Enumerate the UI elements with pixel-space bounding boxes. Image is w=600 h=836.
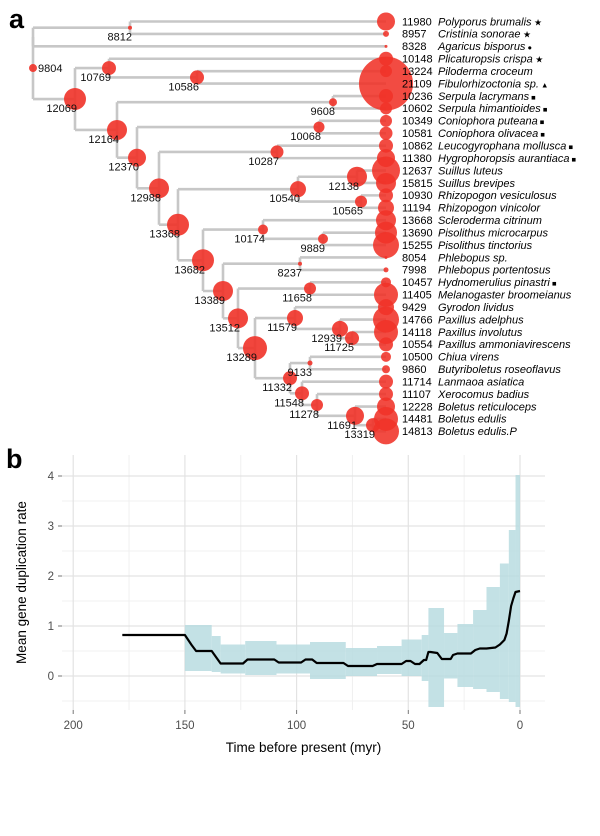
tip-label: 15255 Pisolithus tinctorius (402, 239, 533, 252)
internal-node-label: 12138 (328, 180, 359, 193)
internal-node-label: 8237 (277, 267, 302, 280)
tip-duplication-circle (379, 375, 393, 389)
confidence-band-step (486, 587, 499, 692)
tip-label: 8957 Cristinia sonorae ★ (402, 28, 532, 41)
tip-label: 11405 Melanogaster broomeianus (402, 289, 572, 302)
x-axis-tick-label: 50 (401, 720, 415, 732)
internal-node-label: 10565 (332, 205, 363, 218)
internal-node-label: 12069 (46, 103, 77, 116)
tip-label: 9429 Gyrodon lividus (402, 301, 514, 314)
x-axis-title: Time before present (myr) (225, 740, 382, 755)
tip-duplication-circle (385, 45, 388, 48)
tip-label: 10930 Rhizopogon vesiculosus (402, 190, 557, 203)
tip-duplication-circle (377, 13, 395, 31)
confidence-band-step (444, 633, 457, 679)
internal-node-label: 11725 (324, 342, 354, 355)
internal-node-label: 9608 (310, 106, 335, 119)
tip-label: 10148 Plicaturopsis crispa ★ (402, 53, 544, 66)
internal-node-circle (298, 262, 302, 266)
tip-label: 8328 Agaricus bisporus ● (402, 41, 533, 54)
tip-label: 13690 Pisolithus microcarpus (402, 227, 549, 240)
tip-label: 11380 Hygrophoropsis aurantiaca ■ (402, 152, 577, 165)
tip-duplication-circle (383, 31, 389, 37)
y-axis-tick-label: 1 (47, 621, 54, 633)
internal-node-label: 10287 (248, 155, 279, 168)
confidence-band-step (245, 641, 276, 675)
tip-label: 11194 Rhizopogon vinicolor (402, 202, 541, 215)
y-axis-tick-label: 3 (47, 521, 54, 533)
tip-label: 10581 Coniophora olivacea ■ (402, 128, 545, 141)
internal-node-label: 13289 (226, 352, 257, 365)
tip-label: 10457 Hydnomerulius pinastri ■ (402, 277, 557, 290)
tip-label: 9860 Butyriboletus roseoflavus (402, 364, 561, 377)
internal-node-label: 11691 (327, 419, 357, 432)
x-axis-tick-label: 150 (175, 720, 195, 732)
tip-label: 14481 Boletus edulis (402, 413, 507, 426)
tip-duplication-circle (384, 267, 389, 272)
internal-node-label: 10586 (168, 81, 199, 94)
internal-node-label: 13512 (209, 322, 240, 335)
x-axis-tick-label: 100 (287, 720, 307, 732)
internal-node-circle (329, 98, 337, 106)
confidence-band-step (221, 645, 246, 674)
internal-node-label: 12370 (108, 161, 139, 174)
internal-node-label: 9133 (287, 367, 312, 380)
y-axis-tick-label: 4 (47, 471, 54, 483)
tip-duplication-circle (373, 232, 399, 258)
tip-label: 14118 Paxillus involutus (402, 326, 523, 339)
internal-node-circle (308, 361, 313, 366)
confidence-band-step (457, 624, 473, 687)
tip-label: 14766 Paxillus adelphus (402, 314, 524, 327)
internal-node-circle (128, 26, 132, 30)
internal-node-label: 12988 (130, 192, 161, 205)
internal-node-label: 10174 (234, 233, 265, 246)
tip-label: 10500 Chiua virens (402, 351, 500, 364)
y-axis-tick-label: 0 (47, 671, 54, 683)
internal-node-label: 13368 (149, 228, 180, 241)
tip-label: 13224 Piloderma croceum (402, 65, 533, 78)
tip-duplication-circle (385, 256, 388, 259)
internal-node-label: 11278 (289, 408, 319, 421)
tip-label: 7998 Phlebopus portentosus (402, 264, 551, 277)
tip-duplication-circle (379, 89, 393, 103)
confidence-band-step (310, 642, 346, 679)
internal-node-circle (29, 64, 37, 72)
internal-node-label: 11332 (262, 382, 292, 395)
tip-label: 21109 Fibulorhizoctonia sp. ▲ (402, 78, 549, 91)
tip-duplication-circle (382, 365, 390, 373)
tip-label: 10602 Serpula himantioides ■ (402, 103, 548, 116)
internal-node-label: 13682 (174, 264, 205, 277)
tip-label: 11714 Lanmaoa asiatica (402, 376, 525, 389)
tip-duplication-circle (381, 352, 391, 362)
tip-label: 11980 Polyporus brumalis ★ (402, 16, 543, 29)
x-axis-tick-label: 200 (63, 720, 83, 732)
panel-b-label: b (6, 444, 23, 474)
x-axis-tick-label: 0 (516, 720, 524, 732)
internal-node-label: 10068 (290, 131, 321, 144)
duplication-rate-chart-panel (0, 446, 600, 836)
confidence-band (122, 475, 520, 707)
internal-node-label: 8812 (107, 31, 132, 44)
tip-label: 15815 Suillus brevipes (402, 177, 516, 190)
tip-label: 10862 Leucogyrophana mollusca ■ (402, 140, 574, 153)
y-axis-tick-label: 2 (47, 571, 54, 583)
internal-node-label: 12939 (311, 332, 342, 345)
internal-node-label: 11658 (282, 292, 312, 305)
confidence-band-step (185, 625, 212, 671)
confidence-band-step (346, 648, 377, 676)
y-axis-title: Mean gene duplication rate (14, 501, 29, 664)
internal-node-label: 12164 (88, 133, 119, 146)
internal-node-label: 9804 (38, 63, 63, 76)
tip-label: 13668 Scleroderma citrinum (402, 215, 542, 228)
internal-node-label: 11548 (274, 397, 304, 410)
tip-label: 11107 Xerocomus badius (402, 388, 530, 401)
tip-label: 14813 Boletus edulis.P (402, 426, 517, 439)
tip-label: 8054 Phlebopus sp. (402, 252, 508, 265)
tree-labels (38, 16, 577, 441)
tip-duplication-circle (380, 115, 392, 127)
internal-node-label: 10540 (269, 193, 300, 206)
panel-a-label: a (9, 4, 25, 34)
tip-duplication-circle (380, 102, 392, 114)
internal-node-label: 11579 (267, 322, 297, 335)
tip-label: 10554 Paxillus ammoniavirescens (402, 339, 571, 352)
chart-axes (14, 471, 523, 755)
tip-label: 12637 Suillus luteus (402, 165, 503, 178)
tip-label: 10349 Coniophora puteana ■ (402, 115, 545, 128)
tip-label: 10236 Serpula lacrymans ■ (402, 90, 536, 103)
tip-duplication-circle (380, 127, 393, 140)
tip-duplication-circle (379, 337, 393, 351)
confidence-band-step (377, 646, 402, 674)
internal-node-label: 10769 (80, 72, 111, 85)
internal-node-label: 13319 (344, 429, 375, 442)
tip-label: 12228 Boletus reticuloceps (402, 401, 537, 414)
confidence-band-step (402, 640, 422, 677)
internal-node-label: 13389 (194, 295, 225, 308)
internal-node-label: 9889 (300, 242, 325, 255)
